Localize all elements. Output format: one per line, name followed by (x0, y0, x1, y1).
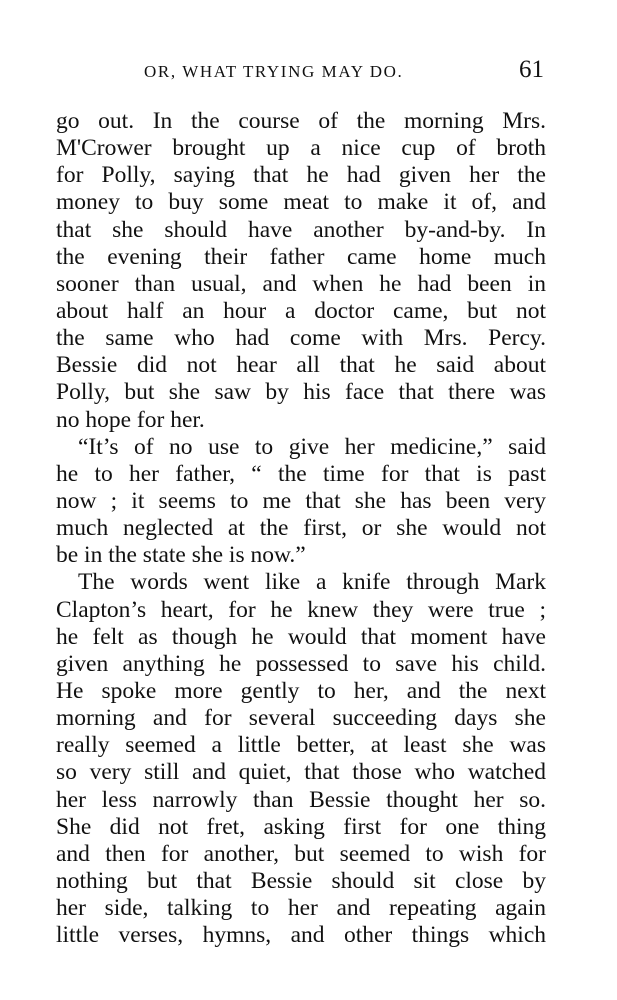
text-line: and then for another, but seemed to wish for (56, 840, 546, 867)
text-line: money to buy some meat to make it of, and (56, 189, 546, 216)
text-line: sooner than usual, and when he had been in (56, 270, 546, 297)
text-line: her less narrowly than Bessie thought her so. (56, 786, 546, 813)
text-line: Clapton’s heart, for he knew they were true ; (56, 596, 546, 623)
page-number: 61 (519, 56, 544, 83)
text-line: the same who had come with Mrs. Percy. (56, 325, 546, 352)
text-line: now ; it seems to me that she has been very (56, 487, 546, 514)
text-line: M'Crower brought up a nice cup of broth (56, 135, 546, 162)
text-line: Bessie did not hear all that he said about (56, 352, 546, 379)
text-line: He spoke more gently to her, and the next (56, 677, 546, 704)
text-line: “It’s of no use to give her medicine,” said (78, 433, 546, 460)
text-line: The words went like a knife through Mark (78, 569, 546, 596)
text-line: go out. In the course of the morning Mrs. (56, 108, 546, 134)
text-line: so very still and quiet, that those who watched (56, 759, 546, 786)
text-line: morning and for several succeeding days she (56, 705, 546, 732)
text-line: the evening their father came home much (56, 243, 546, 270)
text-line: he felt as though he would that moment have (56, 623, 546, 650)
text-line: She did not fret, asking first for one thing (56, 813, 546, 840)
text-line: her side, talking to her and repeating again (56, 895, 546, 922)
text-line: really seemed a little better, at least she was (56, 732, 546, 759)
text-line: much neglected at the first, or she would not (56, 515, 546, 542)
text-line: Polly, but she saw by his face that there was (56, 379, 546, 406)
text-line: nothing but that Bessie should sit close by (56, 867, 546, 894)
text-line: no hope for her. (56, 406, 205, 433)
text-line: little verses, hymns, and other things which (56, 922, 546, 949)
text-line: that she should have another by-and-by. In (56, 216, 546, 243)
text-line: about half an hour a doctor came, but not (56, 297, 546, 324)
text-line: he to her father, “ the time for that is past (56, 460, 546, 487)
text-line: for Polly, saying that he had given her the (56, 162, 546, 189)
text-line: given anything he possessed to save his child. (56, 650, 546, 677)
text-line: be in the state she is now.” (56, 542, 306, 569)
running-head (144, 56, 544, 90)
body-text (56, 108, 546, 949)
running-title: OR, WHAT TRYING MAY DO. (144, 62, 404, 81)
